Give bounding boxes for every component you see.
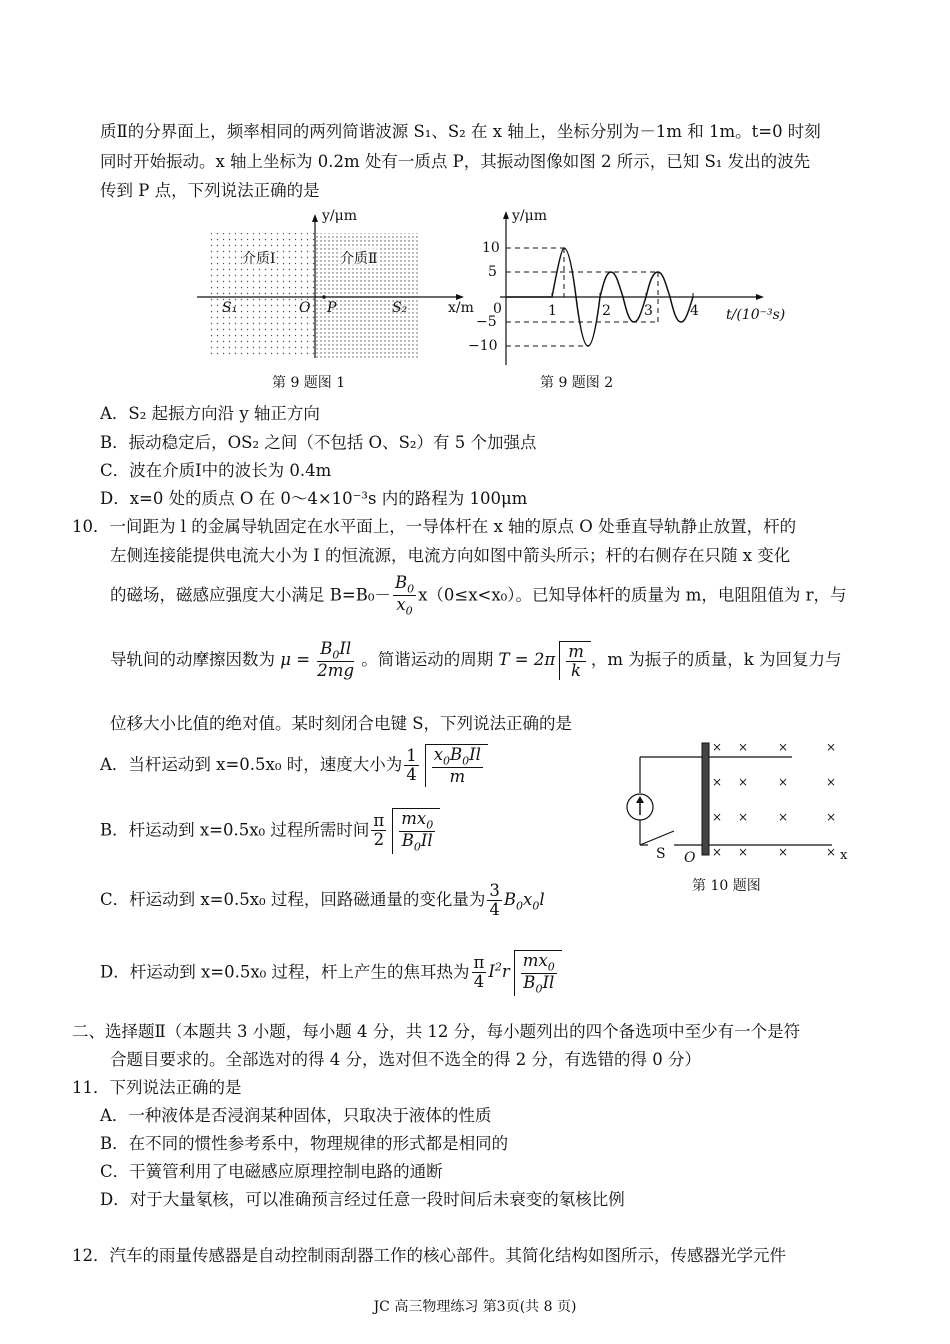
q9-option-b: B．振动稳定后，OS₂ 之间（不包括 O、S₂）有 5 个加强点 xyxy=(100,433,537,452)
fig9-1-caption: 第 9 题图 1 xyxy=(272,375,346,391)
q10-line-3 xyxy=(110,574,847,618)
conductor-rod xyxy=(702,743,709,855)
fig9-2-x-label: t/(10⁻³s) xyxy=(726,307,786,323)
svg-text:×: × xyxy=(778,775,789,789)
y-tick-neg5: −5 xyxy=(476,314,497,330)
q10-option-b: B．杆运动到 x=0.5x₀ 过程所需时间 $\frac{\pi}{2}$ $\frac{mx_0}{B_0Il}$ xyxy=(100,808,440,854)
y-tick-0: 0 xyxy=(493,301,502,317)
q10-option-c: C．杆运动到 x=0.5x₀ 过程，回路磁通量的变化量为 $\frac{3}{4}$ $B_0x_0l$ xyxy=(100,881,545,920)
q10-option-c-text: C．杆运动到 x=0.5x₀ 过程，回路磁通量的变化量为 xyxy=(100,890,486,910)
svg-text:×: × xyxy=(778,740,789,754)
x-tick-1: 1 xyxy=(548,303,557,319)
x-tick-3: 3 xyxy=(644,303,653,319)
svg-text:×: × xyxy=(778,810,789,824)
fig9-2-y-label: y/μm xyxy=(512,208,547,224)
magnetic-field-marks xyxy=(712,740,836,859)
svg-text:×: × xyxy=(712,810,723,824)
q9-line-3: 传到 P 点，下列说法正确的是 xyxy=(100,181,320,200)
fig9-2-graph xyxy=(460,205,800,370)
fig9-1-y-label: y/μm xyxy=(322,208,357,224)
fig9-1-diagram xyxy=(192,208,482,368)
q10-option-b-text: B．杆运动到 x=0.5x₀ 过程所需时间 xyxy=(100,820,370,840)
medium-2-label: 介质Ⅱ xyxy=(340,248,378,268)
period-formula: T = 2π $\frac{m}{k}$ xyxy=(499,650,591,669)
q10-line-2: 左侧连接能提供电流大小为 I 的恒流源，电流方向如图中箭头所示；杆的右侧存在只随 x 变化 xyxy=(110,546,791,565)
q10-option-a: A．当杆运动到 x=0.5x₀ 时，速度大小为 $\frac{1}{4}$ $\frac{x_0B_0Il}{m}$ xyxy=(100,744,488,787)
q11-option-a: A．一种液体是否浸润某种固体，只取决于液体的性质 xyxy=(100,1106,492,1125)
p-label: P xyxy=(327,300,337,316)
q11-stem: 11．下列说法正确的是 xyxy=(72,1078,242,1097)
q10-line-4 xyxy=(110,640,841,681)
origin-label: O xyxy=(299,300,311,316)
x-tick-4: 4 xyxy=(690,303,699,319)
q11-option-b: B．在不同的惯性参考系中，物理规律的形式都是相同的 xyxy=(100,1134,509,1153)
y-tick-neg10: −10 xyxy=(468,338,498,354)
section2-line-2: 合题目要求的。全部选对的得 4 分，选对但不选全的得 2 分，有选错的得 0 分） xyxy=(110,1050,701,1069)
fig10-caption: 第 10 题图 xyxy=(692,878,761,894)
svg-text:×: × xyxy=(826,810,837,824)
q10-line-4c: ，m 为振子的质量，k 为回复力与 xyxy=(590,649,842,669)
svg-text:×: × xyxy=(738,810,749,824)
q10-option-a-text: A．当杆运动到 x=0.5x₀ 时，速度大小为 xyxy=(100,754,403,774)
q9-option-a: A．S₂ 起振方向沿 y 轴正方向 xyxy=(100,404,320,423)
q11-option-d: D．对于大量氡核，可以准确预言经过任意一段时间后未衰变的氡核比例 xyxy=(100,1190,625,1209)
x-axis-label-fig10: x xyxy=(840,848,848,863)
q11-option-c: C．干簧管利用了电磁感应原理控制电路的通断 xyxy=(100,1162,443,1181)
q9-option-d: D．x=0 处的质点 O 在 0～4×10⁻³s 内的路程为 100μm xyxy=(100,489,528,508)
fig9-2-caption: 第 9 题图 2 xyxy=(540,375,614,391)
svg-text:×: × xyxy=(712,845,723,859)
s1-label: S₁ xyxy=(222,300,238,316)
svg-text:×: × xyxy=(712,740,723,754)
svg-text:×: × xyxy=(738,740,749,754)
q9-option-c: C．波在介质Ⅰ中的波长为 0.4m xyxy=(100,461,332,480)
mu-formula: μ = $\frac{B_0Il}{2mg}$ xyxy=(280,639,355,681)
point-p xyxy=(322,295,326,299)
q9-line-2: 同时开始振动。x 轴上坐标为 0.2m 处有一质点 P，其振动图像如图 2 所示，已知 S₁ 发出的波先 xyxy=(100,152,811,171)
svg-text:×: × xyxy=(738,845,749,859)
medium-1-label: 介质Ⅰ xyxy=(242,248,276,268)
q10-line-3a: 的磁场，磁感应强度大小满足 B=B₀－ xyxy=(110,585,391,605)
y-tick-10: 10 xyxy=(482,240,500,256)
y-tick-5: 5 xyxy=(488,264,497,280)
fig9-1-x-label: x/m xyxy=(448,300,474,316)
q9-line-1: 质Ⅱ的分界面上，频率相同的两列简谐波源 S₁、S₂ 在 x 轴上，坐标分别为－1m 和 1m。t=0 时刻 xyxy=(100,122,821,141)
svg-text:×: × xyxy=(778,845,789,859)
svg-text:×: × xyxy=(712,775,723,789)
q10-line-4a: 导轨间的动摩擦因数为 xyxy=(110,649,275,669)
q10-option-d: D．杆运动到 x=0.5x₀ 过程，杆上产生的焦耳热为 $\frac{\pi}{4}$ $I^2r$ $\frac{mx_0}{B_0Il}$ xyxy=(100,950,562,996)
switch-s xyxy=(640,831,674,845)
switch-label: S xyxy=(656,846,666,862)
s2-label: S₂ xyxy=(392,300,408,316)
q10-line-5: 位移大小比值的绝对值。某时刻闭合电键 S，下列说法正确的是 xyxy=(110,714,573,733)
svg-text:×: × xyxy=(826,740,837,754)
q10-line-3b: x（0≤x<x₀）。已知导体杆的质量为 m，电阻阻值为 r，与 xyxy=(418,585,847,605)
page-footer: JC 高三物理练习 第3页(共 8 页) xyxy=(373,1299,577,1315)
origin-label-fig10: O xyxy=(684,850,696,866)
q10-line-4b: 。简谐运动的周期 xyxy=(361,649,494,669)
section2-line-1: 二、选择题Ⅱ（本题共 3 小题，每小题 4 分，共 12 分，每小题列出的四个备选项中至少有一个是符 xyxy=(72,1022,801,1041)
q10-option-d-text: D．杆运动到 x=0.5x₀ 过程，杆上产生的焦耳热为 xyxy=(100,962,470,982)
q10-line-1: 10．一间距为 l 的金属导轨固定在水平面上，一导体杆在 x 轴的原点 O 处垂直导轨静止放置，杆的 xyxy=(72,517,797,536)
frac-b0-x0: $\frac{B_0}{x_0}$ xyxy=(394,573,415,618)
svg-text:×: × xyxy=(826,775,837,789)
q12-stem: 12．汽车的雨量传感器是自动控制雨刮器工作的核心部件。其简化结构如图所示，传感器光学元件 xyxy=(72,1246,786,1265)
svg-text:×: × xyxy=(738,775,749,789)
svg-text:×: × xyxy=(826,845,837,859)
x-tick-2: 2 xyxy=(602,303,611,319)
